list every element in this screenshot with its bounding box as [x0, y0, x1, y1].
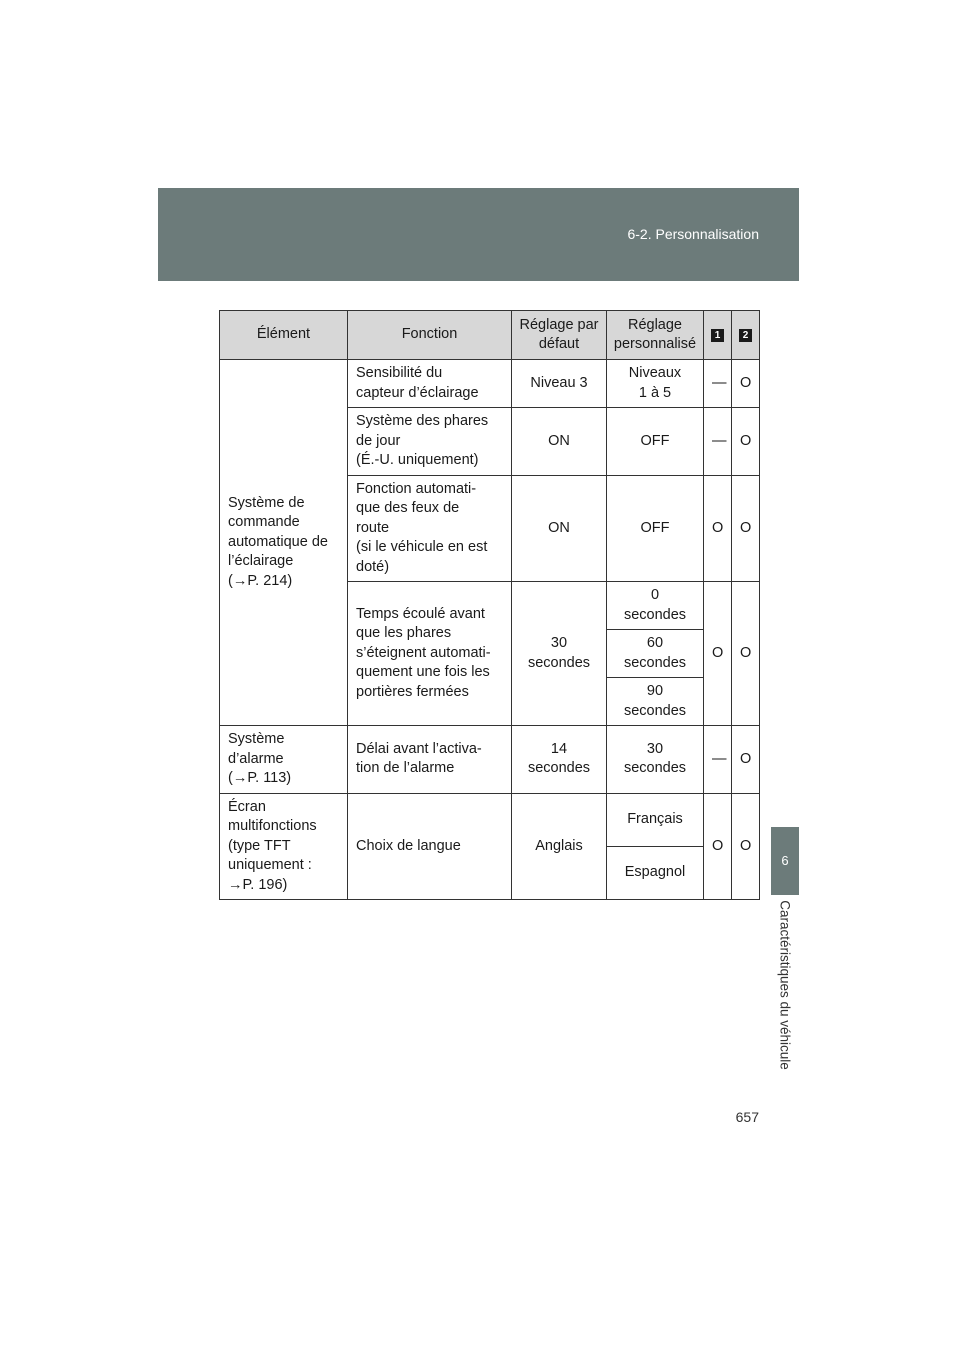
mark-cell-1: — — [704, 408, 732, 476]
mark-cell-2: O — [732, 475, 760, 582]
header-custom — [607, 311, 704, 360]
cell-line: Temps écoulé avant — [356, 605, 485, 622]
mark-cell-1: — — [704, 360, 732, 408]
cell-line: 60 — [646, 635, 664, 651]
mark-cell-2: O — [732, 582, 760, 726]
number-1-badge-icon: 1 — [711, 329, 724, 342]
cell-line: secondes — [527, 760, 591, 777]
element-cell — [220, 726, 348, 794]
cell-line: l’éclairage — [228, 553, 294, 570]
mark-cell-2: O — [732, 408, 760, 476]
default-cell — [512, 726, 607, 794]
header-custom-line: personnalisé — [613, 336, 697, 352]
cell-line: s’éteignent automati- — [356, 644, 491, 661]
section-title: 6-2. Personnalisation — [627, 226, 759, 242]
cell-line: (type TFT — [228, 837, 291, 854]
header-badge-1 — [704, 311, 732, 360]
cell-line: Niveaux — [628, 365, 682, 381]
cell-line: Niveau 3 — [530, 374, 588, 391]
cell-line: Système de — [228, 494, 305, 511]
function-cell — [348, 582, 512, 726]
mark-cell-2: O — [732, 360, 760, 408]
number-2-badge-icon: 2 — [739, 329, 752, 342]
mark-cell-2: O — [732, 726, 760, 794]
cell-line: route — [356, 519, 390, 536]
cell-line: Fonction automati- — [356, 480, 477, 497]
custom-cell — [607, 726, 704, 794]
cell-line: (si le véhicule en est — [356, 539, 488, 555]
default-cell: Anglais — [512, 793, 607, 900]
mark-cell-1: O — [704, 793, 732, 900]
cell-line: Délai avant l’activa- — [356, 740, 482, 757]
default-cell: ON — [512, 408, 607, 476]
custom-cell: OFF — [607, 408, 704, 476]
mark-cell-1: O — [704, 582, 732, 726]
header-element: Élément — [220, 311, 348, 360]
cell-line: Système des phares — [356, 413, 489, 429]
header-default — [512, 311, 607, 360]
custom-cell — [607, 360, 704, 408]
cell-line: secondes — [623, 606, 687, 623]
function-cell — [348, 475, 512, 582]
function-cell — [348, 360, 512, 408]
cell-line: →P. 196) — [228, 876, 288, 893]
element-cell — [220, 793, 348, 900]
header-default-line: défaut — [538, 336, 580, 352]
default-cell — [512, 582, 607, 726]
custom-cell: OFF — [607, 475, 704, 582]
cell-line: que des feux de — [356, 500, 460, 516]
header-custom-line: Réglage — [627, 316, 682, 333]
cell-line: secondes — [623, 654, 687, 671]
element-cell — [220, 360, 348, 726]
default-cell — [512, 360, 607, 408]
header-default-line: Réglage par — [519, 316, 599, 333]
custom-option-cell: Espagnol — [607, 846, 704, 899]
custom-option-cell — [607, 582, 704, 630]
cell-line: 30 — [646, 740, 664, 757]
chapter-number: 6 — [781, 853, 789, 868]
function-cell: Choix de langue — [348, 793, 512, 900]
cell-line: d’alarme — [228, 750, 284, 767]
cell-line: multifonctions — [228, 818, 317, 834]
function-cell — [348, 408, 512, 476]
cell-line: tion de l’alarme — [356, 760, 455, 777]
cell-line: automatique de — [228, 533, 328, 550]
mark-cell-1: O — [704, 475, 732, 582]
cell-line: commande — [228, 514, 300, 531]
table-row — [220, 360, 760, 408]
cell-line: 90 — [646, 683, 664, 699]
cell-line: de jour — [356, 432, 401, 449]
mark-cell-2: O — [732, 793, 760, 900]
cell-line: doté) — [356, 558, 390, 575]
cell-line: (→P. 214) — [228, 572, 293, 589]
page-number: 657 — [735, 1109, 759, 1125]
function-cell — [348, 726, 512, 794]
default-cell: ON — [512, 475, 607, 582]
cell-line: secondes — [623, 760, 687, 777]
cell-line: 1 à 5 — [638, 384, 672, 401]
cell-line: Système — [228, 731, 285, 747]
cell-line: portières fermées — [356, 683, 469, 700]
cell-line: uniquement : — [228, 857, 312, 873]
chapter-label: Caractéristiques du véhicule — [777, 900, 793, 1070]
cell-line: 14 — [550, 740, 568, 757]
cell-line: capteur d’éclairage — [356, 384, 479, 401]
cell-line: secondes — [527, 654, 591, 671]
cell-line: 30 — [550, 635, 568, 651]
header-function: Fonction — [348, 311, 512, 360]
cell-line: (É.-U. uniquement) — [356, 452, 479, 468]
cell-line: quement une fois les — [356, 664, 490, 681]
table-row — [220, 726, 760, 794]
cell-line: 0 — [650, 587, 660, 603]
cell-line: (→P. 113) — [228, 770, 292, 786]
cell-line: secondes — [623, 702, 687, 719]
chapter-tab — [771, 827, 799, 895]
table-header-row — [220, 311, 760, 360]
header-band — [158, 188, 799, 281]
header-badge-2 — [732, 311, 760, 360]
mark-cell-1: — — [704, 726, 732, 794]
custom-option-cell — [607, 630, 704, 678]
cell-line: que les phares — [356, 625, 452, 642]
table-row — [220, 793, 760, 846]
settings-table — [219, 310, 760, 900]
cell-line: Sensibilité du — [356, 365, 443, 381]
custom-option-cell: Français — [607, 793, 704, 846]
cell-line: Écran — [228, 798, 266, 815]
custom-option-cell — [607, 678, 704, 726]
